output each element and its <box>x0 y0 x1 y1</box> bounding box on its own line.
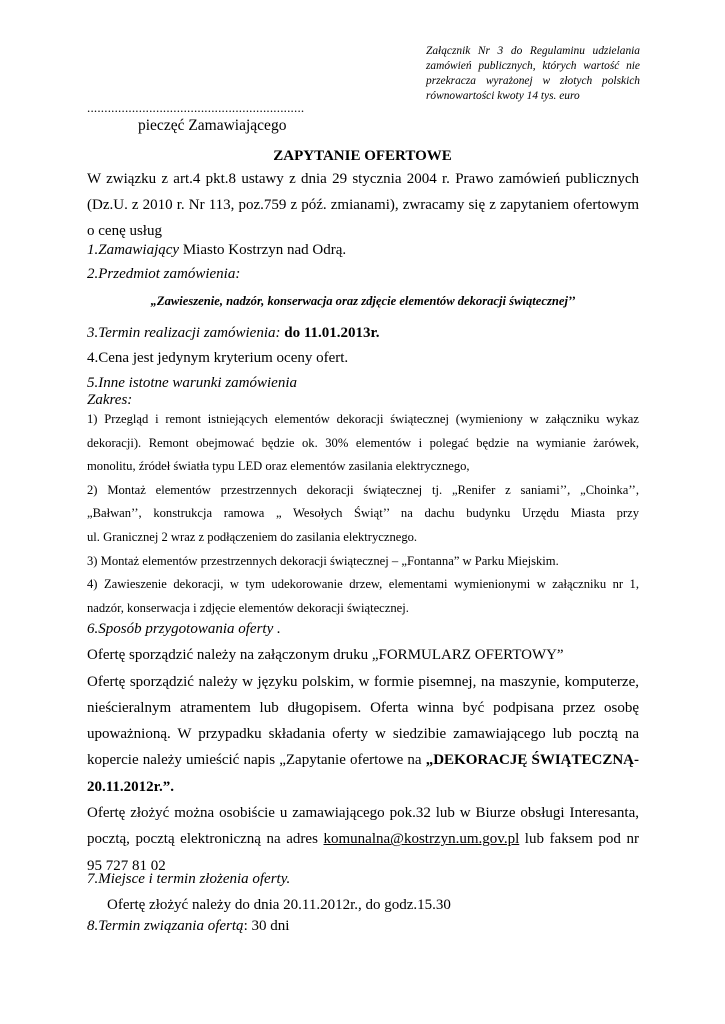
section-orderer-label: 1.Zamawiający <box>87 242 180 258</box>
submission-text: Ofertę złożyć należy do dnia 20.11.2012r., do godz.15.30 <box>107 897 451 913</box>
section-deadline <box>87 325 639 342</box>
preparation-text: kopercie należy umieścić napis „Zapytanie ofertowe na <box>87 752 426 769</box>
section-conditions-label: 5.Inne istotne warunki zamówienia <box>87 375 297 391</box>
scope-line: ul. Granicznej 2 wraz z podłączeniem do zasilania elektrycznego. <box>87 529 418 544</box>
intro-line: W związku z art.4 pkt.8 ustawy z dnia 29 stycznia 2004 r. Prawo zamówień publicznych <box>87 171 639 187</box>
section-conditions <box>87 375 639 409</box>
section-binding-value: : 30 dni <box>243 918 290 934</box>
scope-label: Zakres: <box>87 392 133 408</box>
scope-line: 2) Montaż elementów przestrzennych dekoracji świątecznej tj. „Renifer z saniami’’, „Choinka’’, <box>87 482 639 497</box>
section-submission <box>87 866 639 918</box>
preparation-text: pocztą, pocztą elektroniczną na adres <box>87 831 324 848</box>
section-binding-label: 8.Termin związania ofertą <box>87 918 244 934</box>
scope-line: dekoracji). Remont obejmować będzie ok. 30% elementów i polegać będzie na wymianie żarówek, <box>87 435 639 450</box>
scope-line: „Bałwan’’, konstrukcja ramowa „ Wesołych Świąt’’ na dachu budynku Urzędu Miasta przy <box>87 506 639 521</box>
annex-line: Załącznik Nr 3 do Regulaminu udzielania <box>426 45 640 57</box>
section-preparation <box>87 616 639 879</box>
stamp-dotted-line: ............................................................... <box>87 100 305 115</box>
preparation-line-contact <box>87 826 639 852</box>
intro-line: o cenę usług <box>87 223 162 239</box>
annex-note <box>426 44 640 104</box>
intro-line: (Dz.U. z 2010 r. Nr 113, poz.759 z póź. zmianami), zwracamy się z zapytaniem ofertowym <box>87 197 639 213</box>
section-criterion: 4.Cena jest jedynym kryterium oceny ofert. <box>87 350 349 366</box>
section-binding <box>87 918 639 935</box>
annex-line: równowartości kwoty 14 tys. euro <box>426 90 580 102</box>
annex-line: przekracza wyrażonej w złotych polskich <box>426 75 640 87</box>
document-title: ZAPYTANIE OFERTOWE <box>273 148 452 164</box>
offer-title-date: 20.11.2012r.”. <box>87 778 174 795</box>
stamp-label: pieczęć Zamawiającego <box>138 117 287 134</box>
scope-line: 1) Przegląd i remont istniejących elementów dekoracji świątecznej (wymieniony w załączniku wykaz <box>87 412 639 426</box>
annex-line: zamówień publicznych, których wartość nie <box>426 60 640 72</box>
section-deadline-label: 3.Termin realizacji zamówienia: <box>87 325 281 341</box>
section-submission-label: 7.Miejsce i termin złożenia oferty. <box>87 871 291 887</box>
preparation-line: upoważnioną. W przypadku składania oferty w siedzibie zamawiającego lub pocztą na <box>87 726 639 743</box>
preparation-line: Ofertę sporządzić należy w języku polskim, w formie pisemnej, na maszynie, komputerze, <box>87 673 639 690</box>
preparation-line-title <box>87 747 639 773</box>
section-subject-label: 2.Przedmiot zamówienia: <box>87 266 241 282</box>
section-deadline-value: do 11.01.2013r. <box>280 325 380 341</box>
preparation-text: lub faksem pod nr <box>519 831 640 848</box>
section-subject-value: „Zawieszenie, nadzór, konserwacja oraz zdjęcie elementów dekoracji świątecznej’’ <box>150 294 576 308</box>
fax-number: 95 727 81 02 <box>87 857 166 874</box>
preparation-line: Ofertę złożyć można osobiście u zamawiającego pok.32 lub w Biurze obsługi Interesanta, <box>87 805 639 822</box>
section-orderer <box>87 242 639 259</box>
scope-line: nadzór, konserwacja i zdjęcie elementów dekoracji świątecznej. <box>87 600 409 615</box>
preparation-line: Ofertę sporządzić należy na załączonym druku „FORMULARZ OFERTOWY” <box>87 647 564 664</box>
scope-line: monolitu, źródeł światła typu LED oraz elementów zasilania elektrycznego, <box>87 459 470 474</box>
section-orderer-value: Miasto Kostrzyn nad Odrą. <box>179 242 347 258</box>
scope-list <box>87 408 639 620</box>
intro-paragraph <box>87 166 639 244</box>
section-preparation-label: 6.Sposób przygotowania oferty . <box>87 621 281 637</box>
email-link[interactable]: komunalna@kostrzyn.um.gov.pl <box>323 831 520 848</box>
preparation-line: nieścieralnym atramentem lub długopisem. Oferta winna być podpisana przez osobę <box>87 699 639 716</box>
scope-line: 3) Montaż elementów przestrzennych dekoracji świątecznej – „Fontanna” w Parku Miejskim. <box>87 553 559 568</box>
offer-title-bold: „DEKORACJĘ ŚWIĄTECZNĄ- <box>425 752 640 769</box>
scope-line: 4) Zawieszenie dekoracji, w tym udekorowanie drzew, elementami wymienionymi w załączniku nr 1, <box>87 577 639 592</box>
